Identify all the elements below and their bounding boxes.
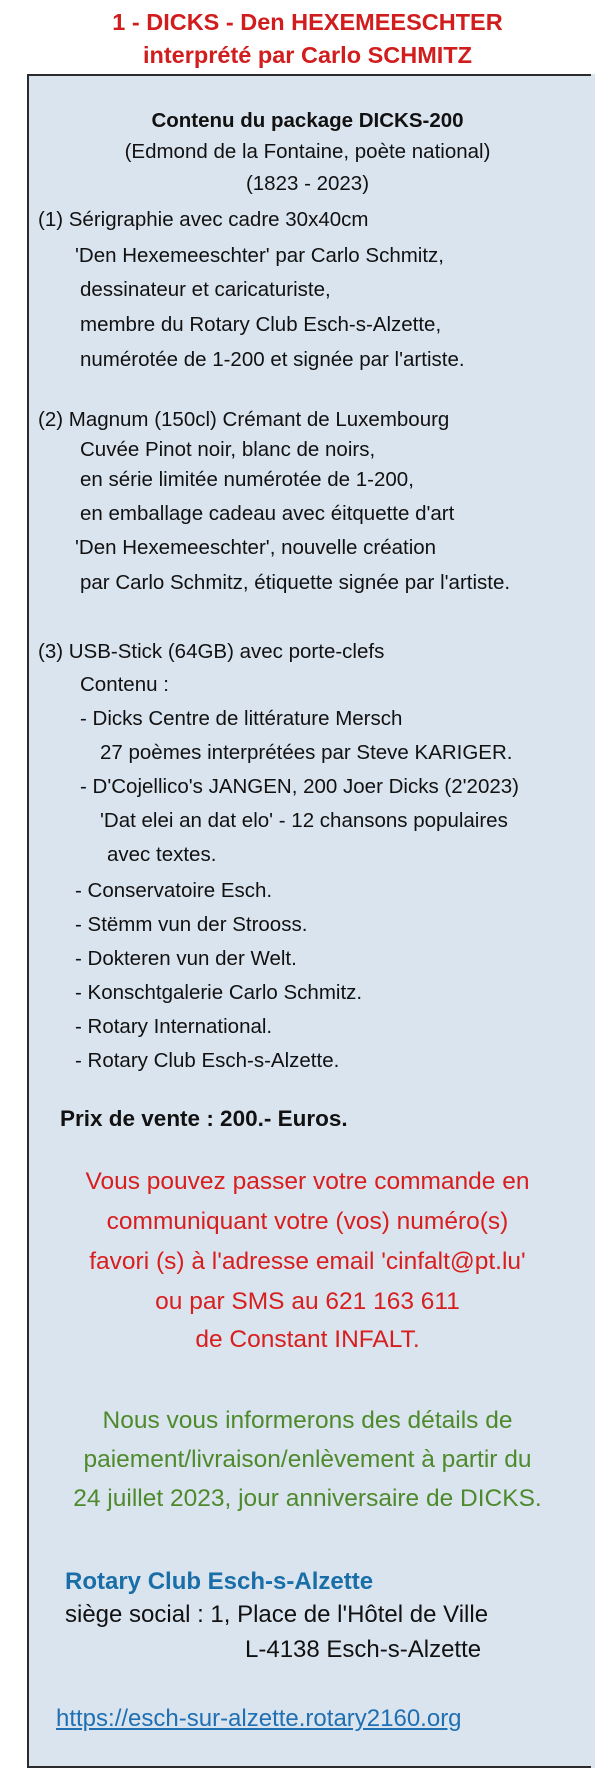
item3-line: - Rotary International.	[75, 1015, 273, 1038]
item3-line: - Rotary Club Esch-s-Alzette.	[75, 1049, 340, 1072]
item3-line: - Conservatoire Esch.	[75, 879, 273, 902]
item2-line: Cuvée Pinot noir, blanc de noirs,	[80, 438, 376, 461]
item3-line: - Konschtgalerie Carlo Schmitz.	[75, 981, 363, 1004]
item3-line: - Dokteren vun der Welt.	[75, 947, 297, 970]
item1-line: numérotée de 1-200 et signée par l'artiste.	[80, 348, 465, 371]
header-subtitle: interprété par Carlo SCHMITZ	[142, 42, 473, 68]
package-subtitle: (Edmond de la Fontaine, poète national)	[124, 140, 491, 163]
club-website-link[interactable]: https://esch-sur-alzette.rotary2160.org	[56, 1705, 462, 1732]
info-line: 24 juillet 2023, jour anniversaire de DICKS.	[73, 1485, 542, 1512]
item3-line: Contenu :	[80, 673, 169, 696]
club-name: Rotary Club Esch-s-Alzette	[65, 1568, 374, 1595]
info-line: Nous vous informerons des détails de	[102, 1407, 513, 1434]
item2-line: en série limitée numérotée de 1-200,	[80, 468, 414, 491]
item1-heading: (1) Sérigraphie avec cadre 30x40cm	[38, 208, 369, 231]
document-header	[0, 6, 615, 72]
package-title: Contenu du package DICKS-200	[151, 109, 464, 132]
item1-line: membre du Rotary Club Esch-s-Alzette,	[80, 313, 442, 336]
club-city: L-4138 Esch-s-Alzette	[245, 1636, 482, 1663]
package-years: (1823 - 2023)	[245, 172, 370, 195]
item2-line: en emballage cadeau avec éitquette d'art	[80, 502, 455, 525]
order-line: Vous pouvez passer votre commande en	[85, 1168, 530, 1195]
item2-heading: (2) Magnum (150cl) Crémant de Luxembourg	[38, 408, 450, 431]
item2-line: par Carlo Schmitz, étiquette signée par l'artiste.	[80, 571, 511, 594]
item3-line: 27 poèmes interprétées par Steve KARIGER.	[100, 741, 513, 764]
item1-line: dessinateur et caricaturiste,	[80, 278, 331, 301]
item3-line: - D'Cojellico's JANGEN, 200 Joer Dicks (2'2023)	[80, 775, 519, 798]
info-line: paiement/livraison/enlèvement à partir du	[83, 1446, 532, 1473]
order-line: favori (s) à l'adresse email 'cinfalt@pt.lu'	[89, 1248, 526, 1275]
order-line: de Constant INFALT.	[195, 1326, 420, 1353]
club-address: siège social : 1, Place de l'Hôtel de Ville	[65, 1601, 489, 1628]
item3-line: avec textes.	[107, 843, 217, 866]
order-line: communiquant votre (vos) numéro(s)	[106, 1208, 509, 1235]
order-line: ou par SMS au 621 163 611	[155, 1288, 460, 1315]
item2-line: 'Den Hexemeeschter', nouvelle création	[75, 536, 437, 559]
sale-price: Prix de vente : 200.- Euros.	[60, 1106, 348, 1131]
header-title: 1 - DICKS - Den HEXEMEESCHTER	[112, 9, 503, 35]
item3-heading: (3) USB-Stick (64GB) avec porte-clefs	[38, 640, 385, 663]
item3-line: 'Dat elei an dat elo' - 12 chansons populaires	[100, 809, 508, 832]
item3-line: - Dicks Centre de littérature Mersch	[80, 707, 403, 730]
item1-line: 'Den Hexemeeschter' par Carlo Schmitz,	[75, 244, 444, 267]
item3-line: - Stëmm vun der Strooss.	[75, 913, 308, 936]
